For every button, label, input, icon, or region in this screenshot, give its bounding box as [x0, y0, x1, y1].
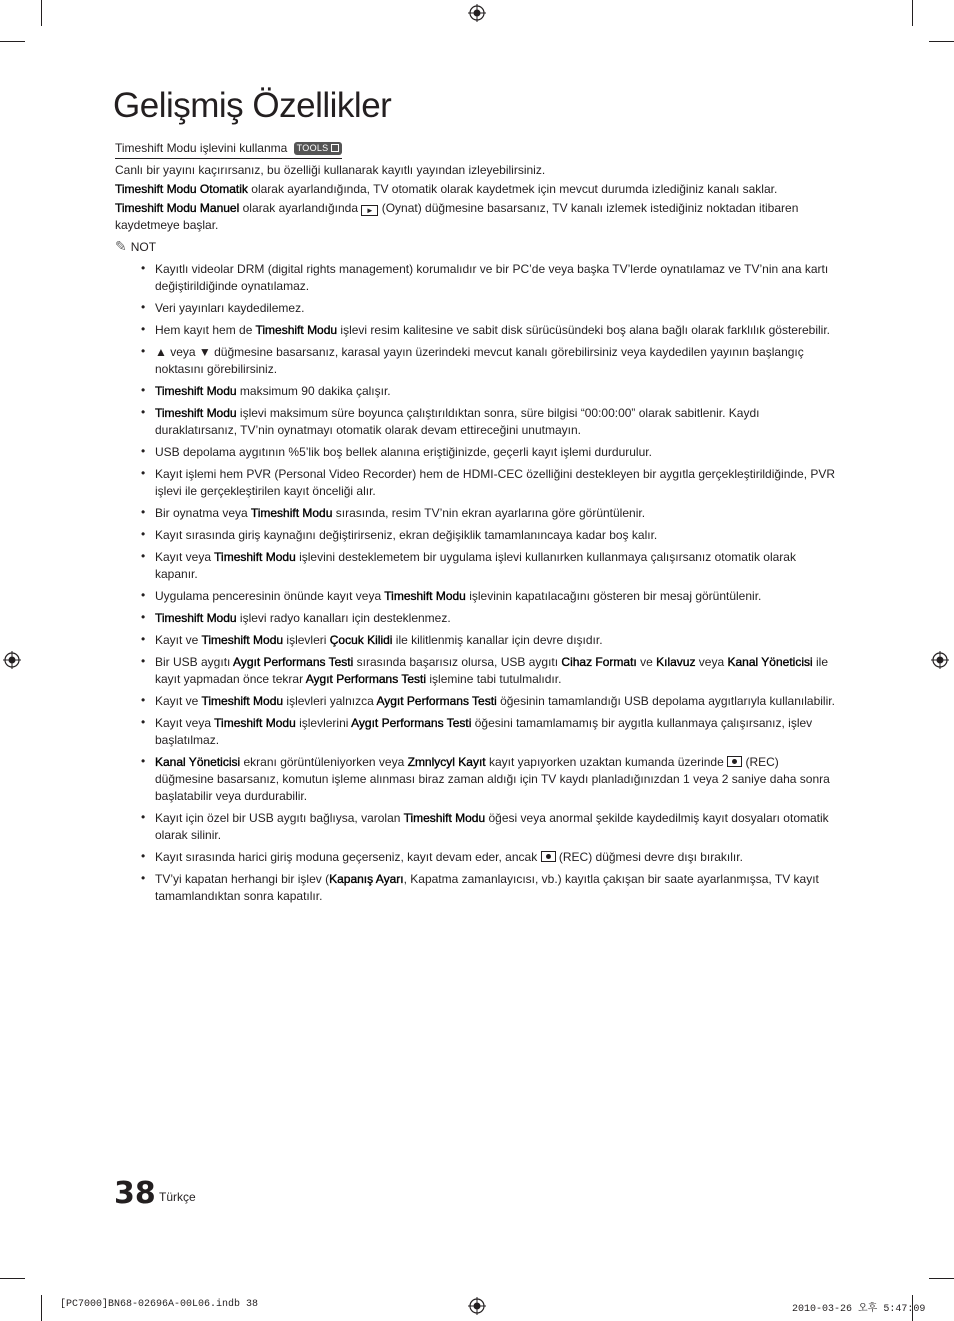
- registration-mark-icon: [468, 4, 486, 22]
- note-text: Bir USB aygıtı: [155, 655, 234, 669]
- note-text: işlevi resim kalitesine ve sabit disk sürücüsündeki boş alana bağlı olarak farklılık gösterebilir.: [337, 323, 830, 337]
- note-term: Timeshift Modu: [255, 323, 338, 337]
- slug-file: [PC7000]BN68-02696A-00L06.indb 38: [60, 1299, 259, 1310]
- note-term: Kapanış Ayarı: [329, 872, 404, 886]
- rec-button-icon: [727, 756, 742, 767]
- note-text: TV’yi kapatan herhangi bir işlev (: [155, 872, 330, 886]
- note-item: [155, 322, 840, 339]
- note-term: Zmnlycyl Kayıt: [407, 755, 486, 769]
- note-term: Aygıt Performans Testi: [351, 716, 472, 730]
- note-text: sırasında, resim TV’nin ekran ayarlarına göre görüntülenir.: [332, 506, 646, 520]
- note-text: veya: [695, 655, 728, 669]
- note-item: [155, 383, 840, 400]
- note-text: Bir oynatma veya: [155, 506, 251, 520]
- crop-mark: [41, 0, 42, 26]
- section-heading: [115, 140, 342, 159]
- section-heading-text: Timeshift Modu işlevini kullanma: [115, 141, 288, 155]
- note-item: [155, 444, 840, 461]
- note-text: işlevleri yalnızca: [283, 694, 377, 708]
- note-term: Timeshift Modu: [384, 589, 466, 603]
- note-text: , Kapatma zamanlayıcısı, vb.) kayıtla çakışan bir saate ayarlanmışsa, TV kayıt tamamlandıktan sonra kapatılır.: [155, 872, 819, 903]
- note-term: Timeshift Modu: [155, 384, 237, 398]
- note-text: Kayıtlı videolar DRM (digital rights management) korumalıdır ve bir PC’de veya başka TV’lerde oynatılamaz ve TV’nin ana kartı değiştirildiğinde oynatılamaz.: [155, 262, 829, 293]
- manual-mode-text-2: (Oynat) düğmesine basarsanız, TV kanalı izlemek istediğiniz noktadan itibaren kaydetmeye başlar.: [115, 201, 799, 232]
- note-text: işlemine tabi tutulmalıdır.: [426, 672, 562, 686]
- note-text: (REC) düğmesine basarsanız, komutun işleme alınması biraz zaman aldığı için TV kaydı planladığınızdan 1 veya 2 saniye daha sonra başlatabilir veya durdurabilir.: [155, 755, 830, 803]
- note-text: Veri yayınları kaydedilemez.: [155, 301, 305, 315]
- note-term: Timeshift Modu: [155, 406, 237, 420]
- tools-badge: [294, 142, 342, 155]
- note-text: işlevi maksimum süre boyunca çalıştırıldıktan sonra, süre bilgisi “00:00:00” olarak sabitlenir. Kaydı duraklatırsanız, TV’nin oynatmayı otomatik olarak devam ettireceğini unutmayın.: [155, 406, 760, 437]
- note-term: Timeshift Modu: [214, 716, 296, 730]
- page-number: 38: [114, 1176, 156, 1211]
- note-term: Timeshift Modu: [214, 550, 296, 564]
- note-text: Hem kayıt hem de: [155, 323, 256, 337]
- registration-mark-icon: [3, 651, 21, 669]
- crop-mark: [41, 1295, 42, 1321]
- note-text: Kayıt veya: [155, 716, 215, 730]
- note-item: [155, 405, 840, 439]
- rec-button-icon: [541, 851, 556, 862]
- note-term: Aygıt Performans Testi: [233, 655, 354, 669]
- note-term: Aygıt Performans Testi: [376, 694, 497, 708]
- note-item: [155, 466, 840, 500]
- tools-badge-label: TOOLS: [296, 143, 329, 153]
- note-item: [155, 505, 840, 522]
- note-text: Kayıt için özel bir USB aygıtı bağlıysa, varolan: [155, 811, 404, 825]
- note-item: [155, 261, 840, 295]
- note-item: [155, 300, 840, 317]
- crop-mark: [929, 41, 954, 42]
- note-item: [155, 693, 840, 710]
- intro-paragraph: Canlı bir yayını kaçırırsanız, bu özelliği kullanarak kayıtlı yayından izleyebilirsiniz.: [115, 163, 546, 177]
- note-text: ekranı görüntüleniyorken veya: [240, 755, 408, 769]
- note-item: [155, 849, 840, 866]
- play-button-icon: ►: [361, 205, 378, 216]
- note-text: Kayıt ve: [155, 633, 202, 647]
- note-term: Kanal Yöneticisi: [155, 755, 241, 769]
- note-text: USB depolama aygıtının %5’lik boş bellek alanına eriştiğinizde, geçerli kayıt işlemi durdurulur.: [155, 445, 652, 459]
- notes-list: [115, 261, 840, 905]
- crop-mark: [912, 0, 913, 26]
- note-text: ve: [636, 655, 657, 669]
- note-text: öğesinin tamamlandığı USB depolama aygıtlarıyla kullanılabilir.: [496, 694, 835, 708]
- note-term: Aygıt Performans Testi: [305, 672, 427, 686]
- note-text: Kayıt sırasında giriş kaynağını değiştirirseniz, ekran değişiklik tamamlanıncaya kadar boş kalır.: [155, 528, 658, 542]
- page-language: Türkçe: [159, 1190, 196, 1204]
- note-item: [155, 588, 840, 605]
- note-item: [155, 610, 840, 627]
- note-term: Timeshift Modu: [250, 506, 333, 520]
- note-term: Timeshift Modu: [155, 611, 237, 625]
- note-text: ile kilitlenmiş kanallar için devre dışıdır.: [392, 633, 603, 647]
- note-term: Timeshift Modu: [403, 811, 486, 825]
- crop-mark: [0, 41, 25, 42]
- note-text: işlevi radyo kanalları için desteklenmez.: [236, 611, 451, 625]
- note-term: Cihaz Formatı: [561, 655, 637, 669]
- note-text: işlevini desteklemetem bir uygulama işlevi kullanırken kullanmaya çalışırsanız otomatik olarak kapanır.: [155, 550, 796, 581]
- auto-mode-text: olarak ayarlandığında, TV otomatik olarak kaydetmek için mevcut durumda izlediğiniz kanalı saklar.: [247, 182, 778, 196]
- note-text: (REC) düğmesi devre dışı bırakılır.: [555, 850, 743, 864]
- manual-mode-text-1: olarak ayarlandığında: [239, 201, 362, 215]
- main-content: [115, 140, 840, 910]
- note-text: işlevlerini: [295, 716, 352, 730]
- note-term: Kanal Yöneticisi: [727, 655, 813, 669]
- auto-paragraph: [115, 181, 840, 198]
- note-text: Kayıt sırasında harici giriş moduna geçerseniz, kayıt devam eder, ancak: [155, 850, 541, 864]
- note-text: Kayıt işlemi hem PVR (Personal Video Recorder) hem de HDMI-CEC özelliğini destekleyen bir aygıtla gerçekleştirildiğinde, PVR işlevi ile gerçekleştirilen kayıt önceliği alır.: [155, 467, 836, 498]
- registration-mark-icon: [468, 1297, 486, 1315]
- crop-mark: [0, 1278, 25, 1279]
- note-text: Uygulama penceresinin önünde kayıt veya: [155, 589, 385, 603]
- note-term: Timeshift Modu: [201, 633, 284, 647]
- note-item: [155, 754, 840, 805]
- note-item: [155, 871, 840, 905]
- pencil-note-icon: ✎: [115, 238, 127, 254]
- note-text: ile kayıt yapmadan önce tekrar: [155, 655, 828, 686]
- manual-paragraph: [115, 200, 840, 234]
- note-item: [155, 527, 840, 544]
- note-text: kayıt yapıyorken uzaktan kumanda üzerinde: [485, 755, 728, 769]
- note-item: [155, 654, 840, 688]
- note-item: [155, 810, 840, 844]
- note-item: [155, 344, 840, 378]
- auto-mode-label: Timeshift Modu Otomatik: [115, 182, 248, 196]
- registration-mark-icon: [931, 651, 949, 669]
- note-item: [155, 632, 840, 649]
- note-text: sırasında başarısız olursa, USB aygıtı: [353, 655, 562, 669]
- tools-icon: [331, 144, 339, 152]
- note-term: Çocuk Kilidi: [329, 633, 393, 647]
- note-item: [155, 715, 840, 749]
- note-text: işlevinin kapatılacağını gösteren bir mesaj görüntülenir.: [465, 589, 762, 603]
- note-label: NOT: [130, 240, 157, 254]
- note-text: maksimum 90 dakika çalışır.: [236, 384, 391, 398]
- note-item: [155, 549, 840, 583]
- note-heading: [115, 238, 840, 256]
- crop-mark: [929, 1278, 954, 1279]
- note-text: öğesini tamamlamamış bir aygıtla kullanmaya çalışırsanız, işlev başlatılmaz.: [155, 716, 813, 747]
- page-title: Gelişmiş Özellikler: [113, 86, 392, 125]
- note-term: Kılavuz: [656, 655, 696, 669]
- note-text: Kayıt ve: [155, 694, 202, 708]
- note-text: öğesi veya anormal şekilde kaydedilmiş kayıt dosyaları otomatik olarak silinir.: [155, 811, 829, 842]
- slug-timestamp: 2010-03-26 오후 5:47:09: [792, 1304, 926, 1315]
- note-text: ▲ veya ▼ düğmesine basarsanız, karasal yayın üzerindeki mevcut kanalı görebilirsiniz veya kaydedilen yayının başlangıç noktasını görebilirsiniz.: [155, 345, 804, 376]
- note-text: işlevleri: [283, 633, 330, 647]
- note-term: Timeshift Modu: [201, 694, 284, 708]
- note-text: Kayıt veya: [155, 550, 215, 564]
- manual-mode-label: Timeshift Modu Manuel: [115, 201, 240, 215]
